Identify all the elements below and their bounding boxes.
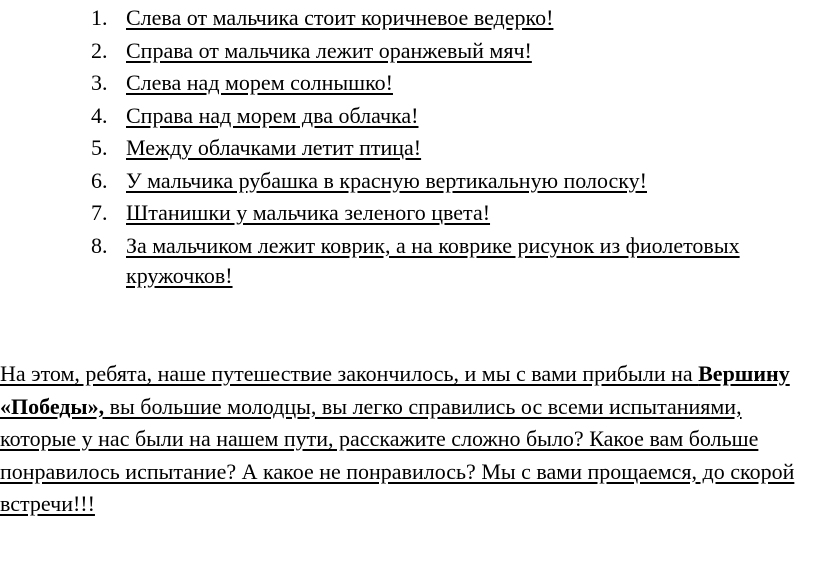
list-item-text: Слева от мальчика стоит коричневое ведерко! — [126, 5, 554, 30]
list-item — [0, 166, 816, 196]
list-item-text: Между облачками летит птица! — [126, 135, 422, 160]
list-item-number: 2. — [91, 37, 108, 63]
list-item-number: 3. — [91, 70, 108, 95]
list-item-number: 4. — [91, 102, 108, 128]
list-item-number: 6. — [91, 167, 108, 193]
list-item — [0, 68, 816, 98]
paragraph-bold-phrase: Вершину «Победы», — [0, 361, 790, 419]
list-item — [0, 231, 816, 291]
list-item — [0, 198, 816, 228]
list-item-text: Слева над морем солнышко! — [126, 70, 393, 95]
paragraph-rest: вы большие молодцы, вы легко справились ос всеми испытаниями, которые у нас были на нашем пути, расскажите сложно было? Какое вам больше понравилось испытание? А какое не понравилось? Мы с вами прощаемся, до скорой встречи!!! — [0, 393, 795, 516]
list-item — [0, 101, 816, 131]
list-item — [0, 133, 816, 163]
list-item-text: За мальчиком лежит коврик, а на коврике рисунок из фиолетовых кружочков! — [126, 232, 740, 288]
list-item-number: 1. — [91, 5, 108, 30]
list-item — [0, 36, 816, 66]
list-item-number: 5. — [91, 135, 108, 160]
list-item-number: 8. — [91, 232, 108, 258]
closing-paragraph — [0, 358, 816, 521]
list-item-text: Штанишки у мальчика зеленого цвета! — [126, 200, 491, 225]
paragraph-intro: На этом, ребята, наше путешествие закончилось, и мы с вами прибыли на — [0, 361, 699, 386]
list-item — [0, 3, 816, 33]
list-item-text: Справа над морем два облачка! — [126, 102, 419, 128]
list-item-number: 7. — [91, 200, 108, 225]
list-item-text: Справа от мальчика лежит оранжевый мяч! — [126, 37, 532, 63]
list-item-text: У мальчика рубашка в красную вертикальную полоску! — [126, 167, 647, 193]
